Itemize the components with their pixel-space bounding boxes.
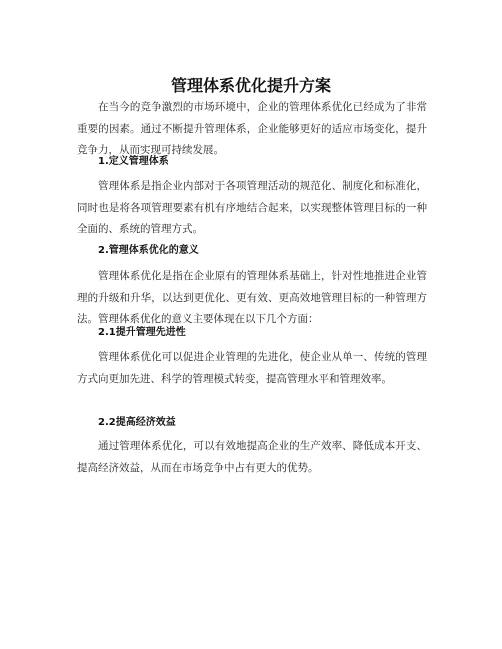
section-heading-2-1: 2.1提升管理先进性 bbox=[98, 327, 186, 338]
section-paragraph-2: 管理体系优化是指在企业原有的管理体系基础上，针对性地推进企业管理的升级和升华，以达到更优化、更有效、更高效地管理目标的一种管理方法。管理体系优化的意义主要体现在以下几个方面： bbox=[77, 270, 427, 325]
section-paragraph-1: 管理体系是指企业内部对于各项管理活动的规范化、制度化和标准化，同时也是将各项管理要素有机有序地结合起来，以实现整体管理目标的一种全面的、系统的管理方式。 bbox=[77, 180, 427, 235]
section-heading-2-2: 2.2提高经济效益 bbox=[98, 417, 176, 428]
intro-paragraph: 在当今的竞争激烈的市场环境中，企业的管理体系优化已经成为了非常重要的因素。通过不断提升管理体系，企业能够更好的适应市场变化，提升竞争力，从而实现可持续发展。 bbox=[77, 101, 427, 156]
section-paragraph-2-2: 通过管理体系优化，可以有效地提高企业的生产效率、降低成本开支、提高经济效益，从而在市场竞争中占有更大的优势。 bbox=[77, 440, 427, 474]
document-title: 管理体系优化提升方案 bbox=[170, 76, 331, 95]
section-heading-2: 2.管理体系优化的意义 bbox=[98, 245, 199, 256]
section-paragraph-2-1: 管理体系优化可以促进企业管理的先进化，使企业从单一、传统的管理方式向更加先进、科学的管理模式转变，提高管理水平和管理效率。 bbox=[77, 351, 427, 385]
section-heading-1: 1.定义管理体系 bbox=[98, 156, 169, 167]
